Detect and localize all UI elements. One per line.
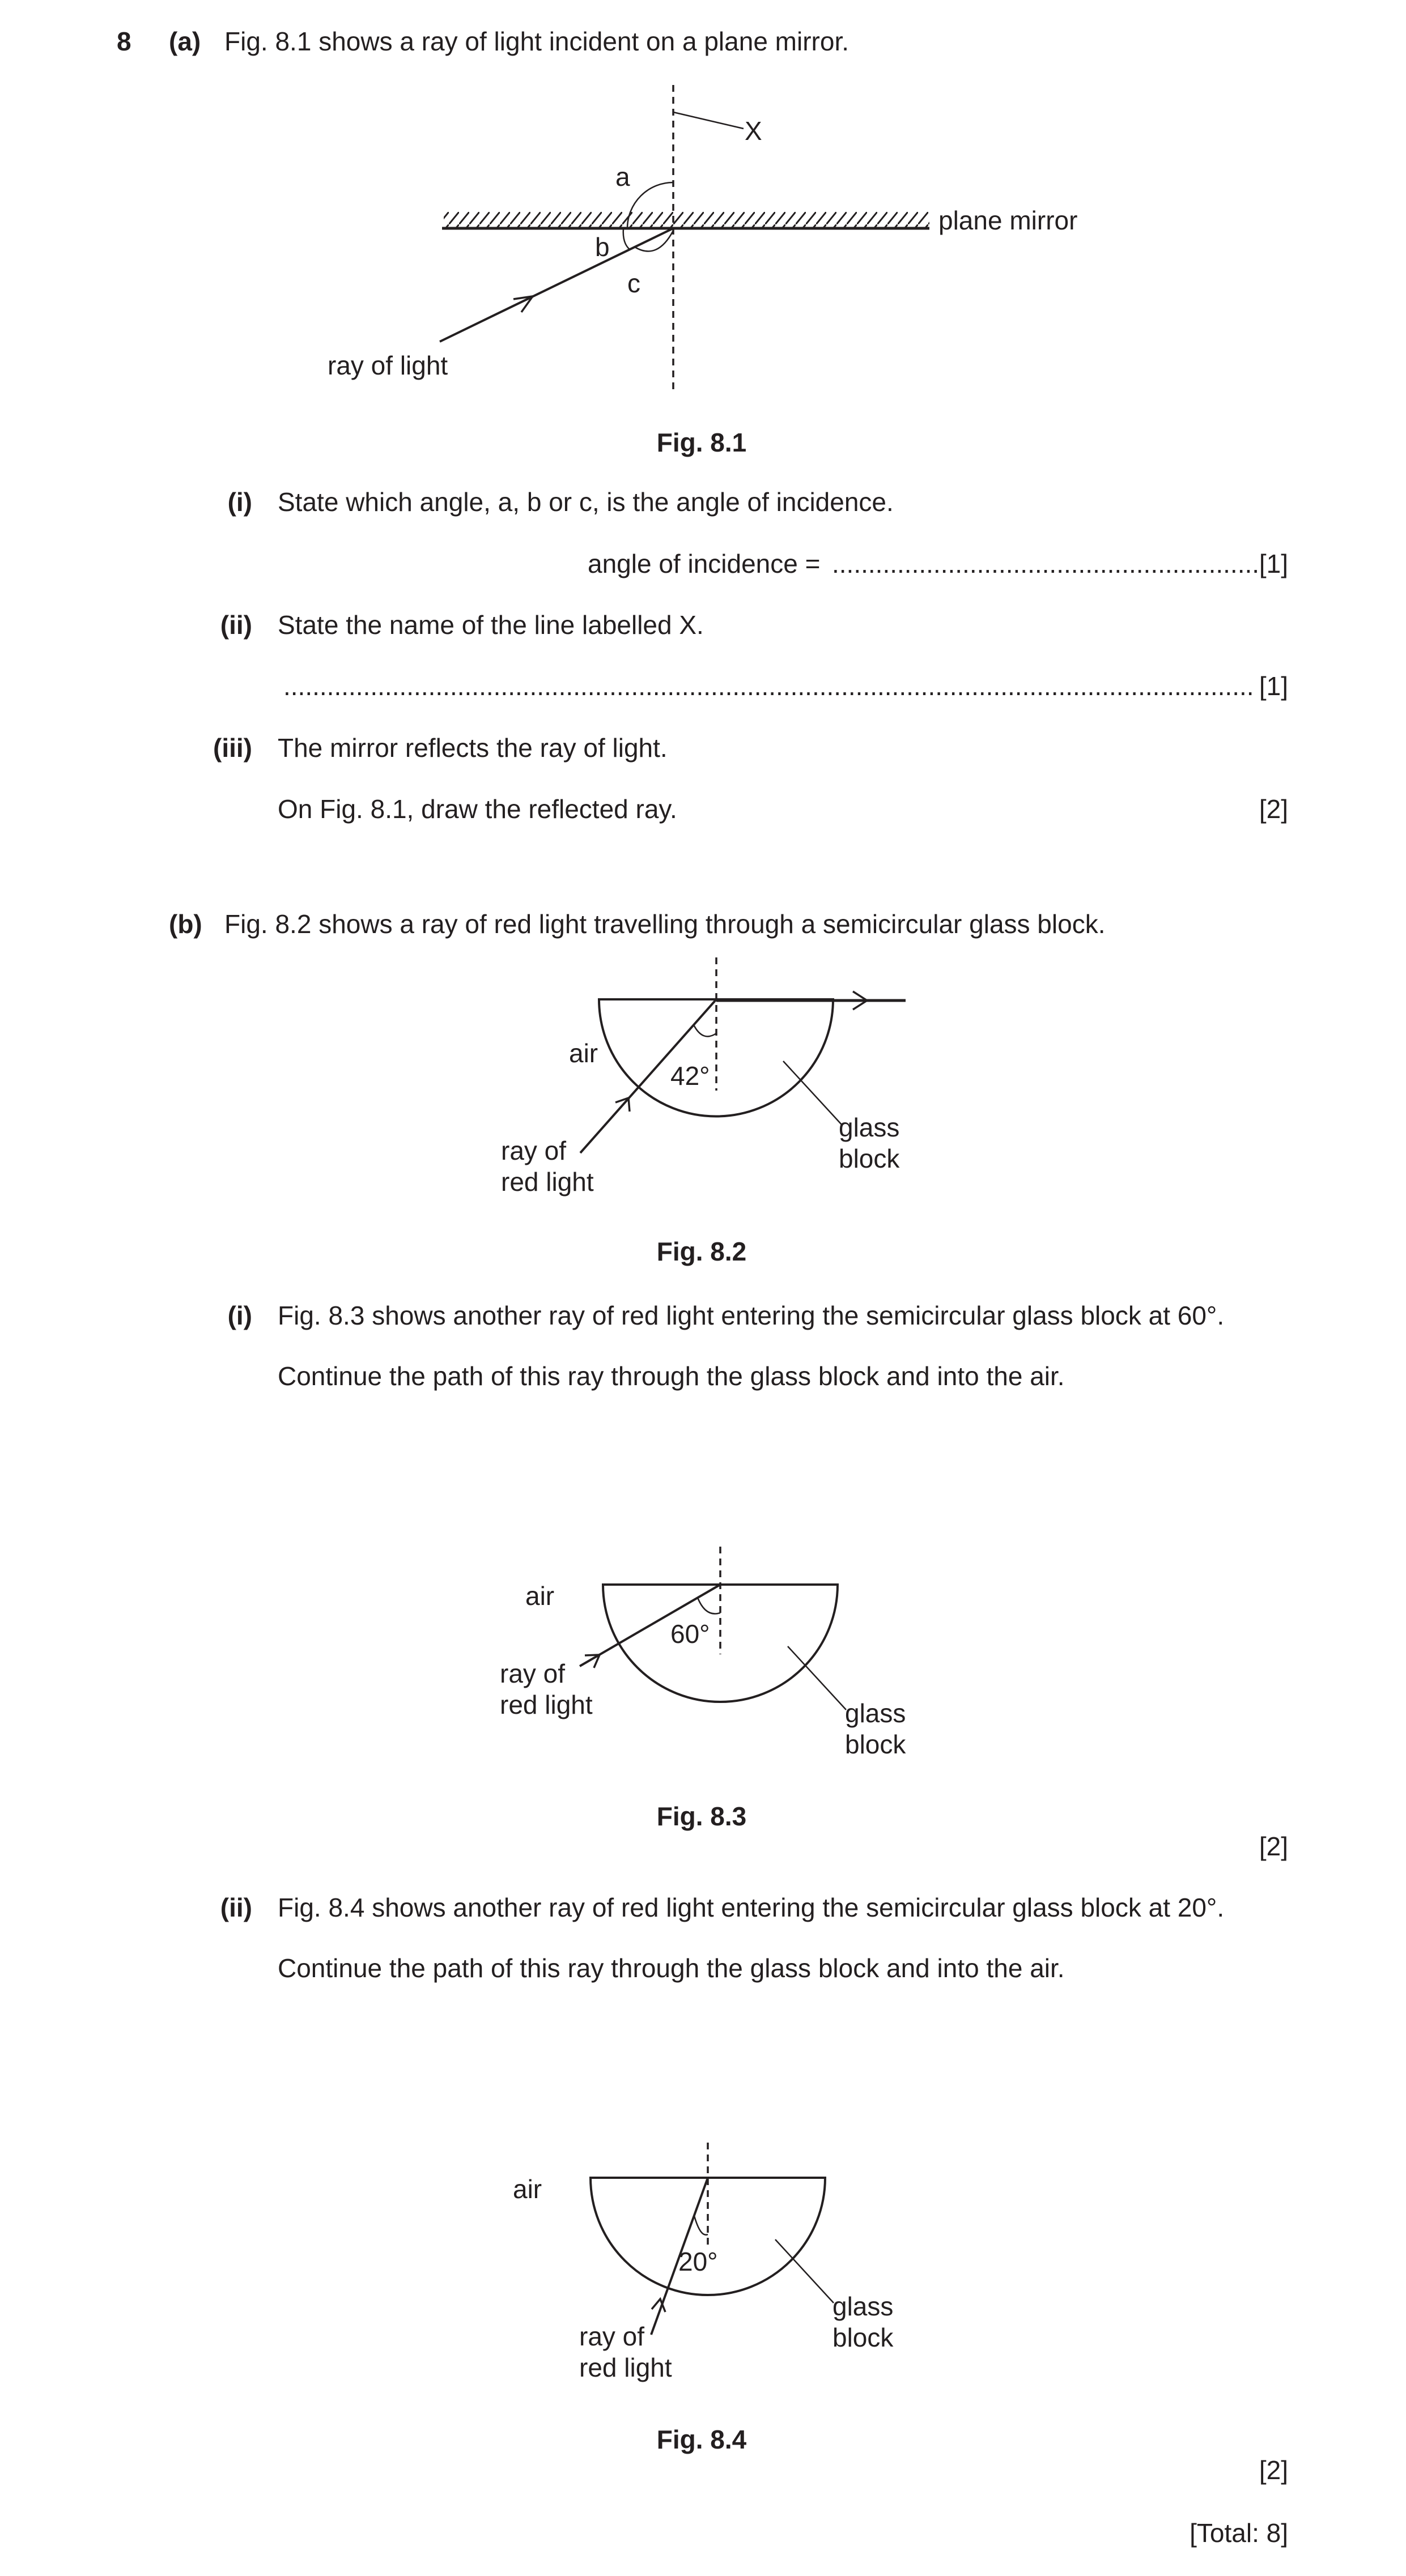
label-b: b	[595, 232, 610, 262]
part-a-ii-text: State the name of the line labelled X.	[278, 610, 704, 640]
part-b-label: (b)	[169, 909, 202, 939]
label-angle: 20°	[678, 2247, 718, 2276]
angle-arc	[694, 2216, 708, 2235]
total-marks: [Total: 8]	[1190, 2518, 1288, 2548]
part-b-ii-instruction: Continue the path of this ray through the glass block and into the air.	[278, 1953, 1065, 1983]
label-ray-line1: ray of	[579, 2322, 645, 2351]
label-ray-line2: red light	[579, 2353, 672, 2382]
part-a-ii-label: (ii)	[220, 610, 252, 640]
question-number: 8	[117, 27, 131, 56]
label-plane-mirror: plane mirror	[938, 206, 1078, 235]
angle-arc	[698, 1598, 720, 1613]
part-a-i-text: State which angle, a, b or c, is the angle of incidence.	[278, 487, 894, 517]
part-a-intro: Fig. 8.1 shows a ray of light incident on a plane mirror.	[224, 27, 849, 56]
part-b-i-label: (i)	[227, 1301, 252, 1330]
glass-block-leader	[788, 1646, 846, 1710]
label-ray-line2: red light	[501, 1167, 594, 1197]
marks-a-i: [1]	[1259, 549, 1288, 578]
marks-a-iii: [2]	[1259, 794, 1288, 824]
glass-block-leader	[783, 1061, 842, 1125]
part-a-iii-text: The mirror reflects the ray of light.	[278, 733, 668, 763]
part-b-i-text: Fig. 8.3 shows another ray of red light entering the semicircular glass block at 60°.	[278, 1301, 1225, 1330]
angle-arc	[694, 1025, 716, 1036]
mirror-hatching	[444, 212, 929, 228]
fig-8-1-caption: Fig. 8.1	[656, 428, 747, 457]
fig-8-4-caption: Fig. 8.4	[656, 2425, 747, 2454]
label-ray-line2: red light	[500, 1690, 593, 1719]
part-b-intro: Fig. 8.2 shows a ray of red light travelling through a semicircular glass block.	[224, 909, 1106, 939]
marks-b-ii: [2]	[1259, 2455, 1288, 2485]
part-b-ii-label: (ii)	[220, 1893, 252, 1922]
part-a-iii-label: (iii)	[213, 733, 252, 763]
angle-of-incidence-answer-line[interactable]: ...........................................................	[832, 549, 1260, 578]
label-block-line1: glass	[845, 1698, 906, 1728]
part-a-iii-instruction: On Fig. 8.1, draw the reflected ray.	[278, 794, 677, 824]
part-b-i-instruction: Continue the path of this ray through the glass block and into the air.	[278, 1361, 1065, 1391]
label-x: X	[745, 116, 762, 146]
line-x-answer-line[interactable]: ......................................................................................................................................	[283, 671, 1254, 701]
label-x-leader	[673, 112, 744, 129]
label-block-line2: block	[832, 2323, 894, 2352]
fig-8-2-caption: Fig. 8.2	[656, 1237, 747, 1266]
label-air: air	[513, 2174, 542, 2204]
label-block-line2: block	[839, 1144, 900, 1173]
label-block-line2: block	[845, 1730, 906, 1759]
figure-8-1	[0, 0, 1406, 408]
angle-b-arc	[623, 228, 630, 250]
label-ray-of-light: ray of light	[328, 351, 448, 380]
label-air: air	[525, 1581, 555, 1611]
label-block-line1: glass	[839, 1113, 900, 1142]
part-a-i-label: (i)	[227, 487, 252, 517]
label-c: c	[627, 269, 640, 298]
fig-8-3-caption: Fig. 8.3	[656, 1802, 747, 1831]
label-angle: 60°	[670, 1619, 710, 1649]
figure-8-3	[0, 1530, 1406, 1768]
marks-a-ii: [1]	[1259, 671, 1288, 701]
label-air: air	[569, 1038, 598, 1068]
label-angle: 42°	[670, 1061, 710, 1091]
label-a: a	[615, 162, 630, 191]
figure-8-4	[0, 2130, 1406, 2396]
label-ray-line1: ray of	[500, 1659, 566, 1688]
angle-c-arc	[635, 231, 673, 251]
figure-8-2	[0, 952, 1406, 1218]
part-b-ii-text: Fig. 8.4 shows another ray of red light entering the semicircular glass block at 20°.	[278, 1893, 1225, 1922]
part-a-label: (a)	[169, 27, 201, 56]
angle-of-incidence-prefix: angle of incidence =	[588, 549, 821, 578]
glass-block-leader	[775, 2239, 834, 2303]
label-ray-line1: ray of	[501, 1136, 567, 1165]
label-block-line1: glass	[832, 2292, 894, 2321]
marks-b-i: [2]	[1259, 1832, 1288, 1861]
